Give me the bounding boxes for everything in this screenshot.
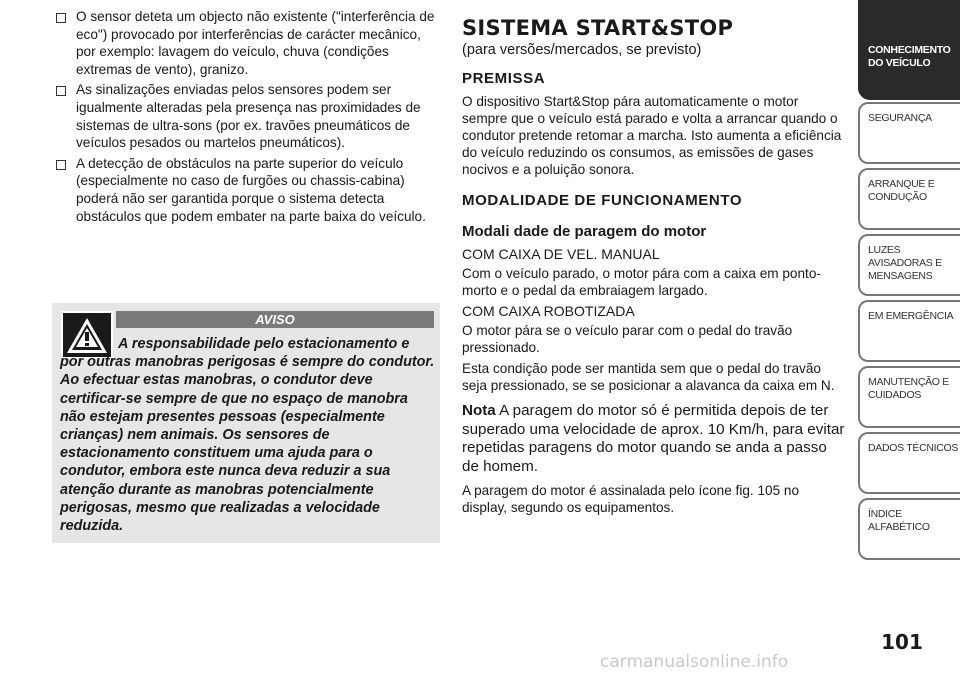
watermark: carmanualsonline.info (600, 652, 789, 672)
tab-em-emergencia[interactable] (858, 300, 960, 362)
section-title: SISTEMA START&STOP (462, 16, 734, 40)
nota-label: Nota (462, 402, 496, 419)
chapter-sidebar (858, 0, 960, 678)
tab-label: EM EMERGÊNCIA (868, 310, 954, 322)
page-number: 101 (881, 630, 923, 654)
tab-label: ARRANQUE E CONDUÇÃO (868, 178, 935, 203)
tab-dados-tecnicos[interactable] (858, 432, 960, 494)
tab-label: ÍNDICE ALFABÉTICO (868, 508, 930, 533)
warning-text: A responsabilidade pelo estacionamento e por outras manobras perigosas é sempre do condutor. Ao efectuar estas manobras, o condutor deve certificar-se sempre de que no espaço de manobra não estejam presentes pessoas (especialmente crianças) nem animais. Os sensores de estacionamento constituem uma ajuda para o condutor, embora este nunca deva reduzir a sua atenção durante as manobras potencialmente perigosas, mesmo que realizadas a velocidade reduzida. (60, 336, 435, 535)
robotizada-heading: COM CAIXA ROBOTIZADA (462, 303, 635, 319)
tab-arranque-e-conducao[interactable] (858, 168, 960, 230)
tab-conhecimento-do-veiculo[interactable] (858, 0, 960, 100)
main-column (462, 16, 847, 520)
tab-label: CONHECIMENTO DO VEÍCULO (868, 44, 951, 69)
warning-box (52, 303, 440, 543)
tab-label: MANUTENÇÃO E CUIDADOS (868, 376, 949, 401)
left-column (52, 8, 440, 228)
bullet-text: A detecção de obstáculos na parte superior do veículo (especialmente no caso de furgões ou chassis-cabina) poderá não ser garantida porque o sistema detecta obstáculos que podem embater na parte baixa do veículo. (76, 155, 426, 224)
robotizada-text-2: Esta condição pode ser mantida sem que o pedal do travão seja pressionado, se se posicionar a alavanca da caixa em N. (462, 361, 835, 393)
final-text: A paragem do motor é assinalada pelo ícone fig. 105 no display, segundo os equipamentos. (462, 483, 800, 516)
nota-text: A paragem do motor só é permitida depois de ter superado uma velocidade de aprox. 10 Km/h, para evitar repetidas paragens do motor quando se anda a passo de homem. (462, 402, 845, 475)
tab-label: DADOS TÉCNICOS (868, 442, 959, 454)
bullet-item (52, 155, 440, 225)
modalidade-heading: MODALIDADE DE FUNCIONAMENTO (462, 192, 743, 209)
tab-label: SEGURANÇA (868, 112, 932, 124)
manual-heading: COM CAIXA DE VEL. MANUAL (462, 246, 660, 262)
section-subtitle: (para versões/mercados, se previsto) (462, 42, 702, 58)
premissa-heading: PREMISSA (462, 70, 546, 87)
bullet-text: O sensor deteta um objecto não existente ("interferência de eco") provocado por interferências de carácter mecânico, por exemplo: lavagem do veículo, chuva (condições extremas de vento), granizo. (76, 9, 435, 77)
checkbox-bullet-icon (56, 86, 66, 96)
robotizada-text-1: O motor pára se o veículo parar com o pedal do travão pressionado. (462, 323, 793, 355)
nota-paragraph (462, 402, 847, 476)
warning-label: AVISO (116, 311, 434, 328)
tab-indice-alfabetico[interactable] (858, 498, 960, 560)
checkbox-bullet-icon (56, 160, 66, 170)
manual-text: Com o veículo parado, o motor pára com a caixa em ponto-morto e o pedal da embraiagem largado. (462, 266, 821, 298)
paragem-heading: Modali dade de paragem do motor (462, 223, 707, 240)
tab-seguranca[interactable] (858, 102, 960, 164)
tab-label: LUZES AVISADORAS E MENSAGENS (868, 244, 942, 282)
tab-luzes-avisadoras[interactable] (858, 234, 960, 296)
premissa-text: O dispositivo Start&Stop pára automaticamente o motor sempre que o veículo está parado e volta a arrancar quando o condutor pretende retomar a marcha. Isto aumenta a eficiência do veículo reduzindo os consumos, as emissões de gases nocivos e a poluição sonora. (462, 94, 842, 177)
bullet-item (52, 8, 440, 78)
tab-manutencao-e-cuidados[interactable] (858, 366, 960, 428)
bullet-text: As sinalizações enviadas pelos sensores podem ser igualmente alteradas pela presença nas proximidades de sistemas de ultra-sons (por ex. travões pneumáticos de veículos pesados ou martelos pneumáticos). (76, 82, 421, 151)
checkbox-bullet-icon (56, 13, 66, 23)
bullet-item (52, 81, 440, 151)
